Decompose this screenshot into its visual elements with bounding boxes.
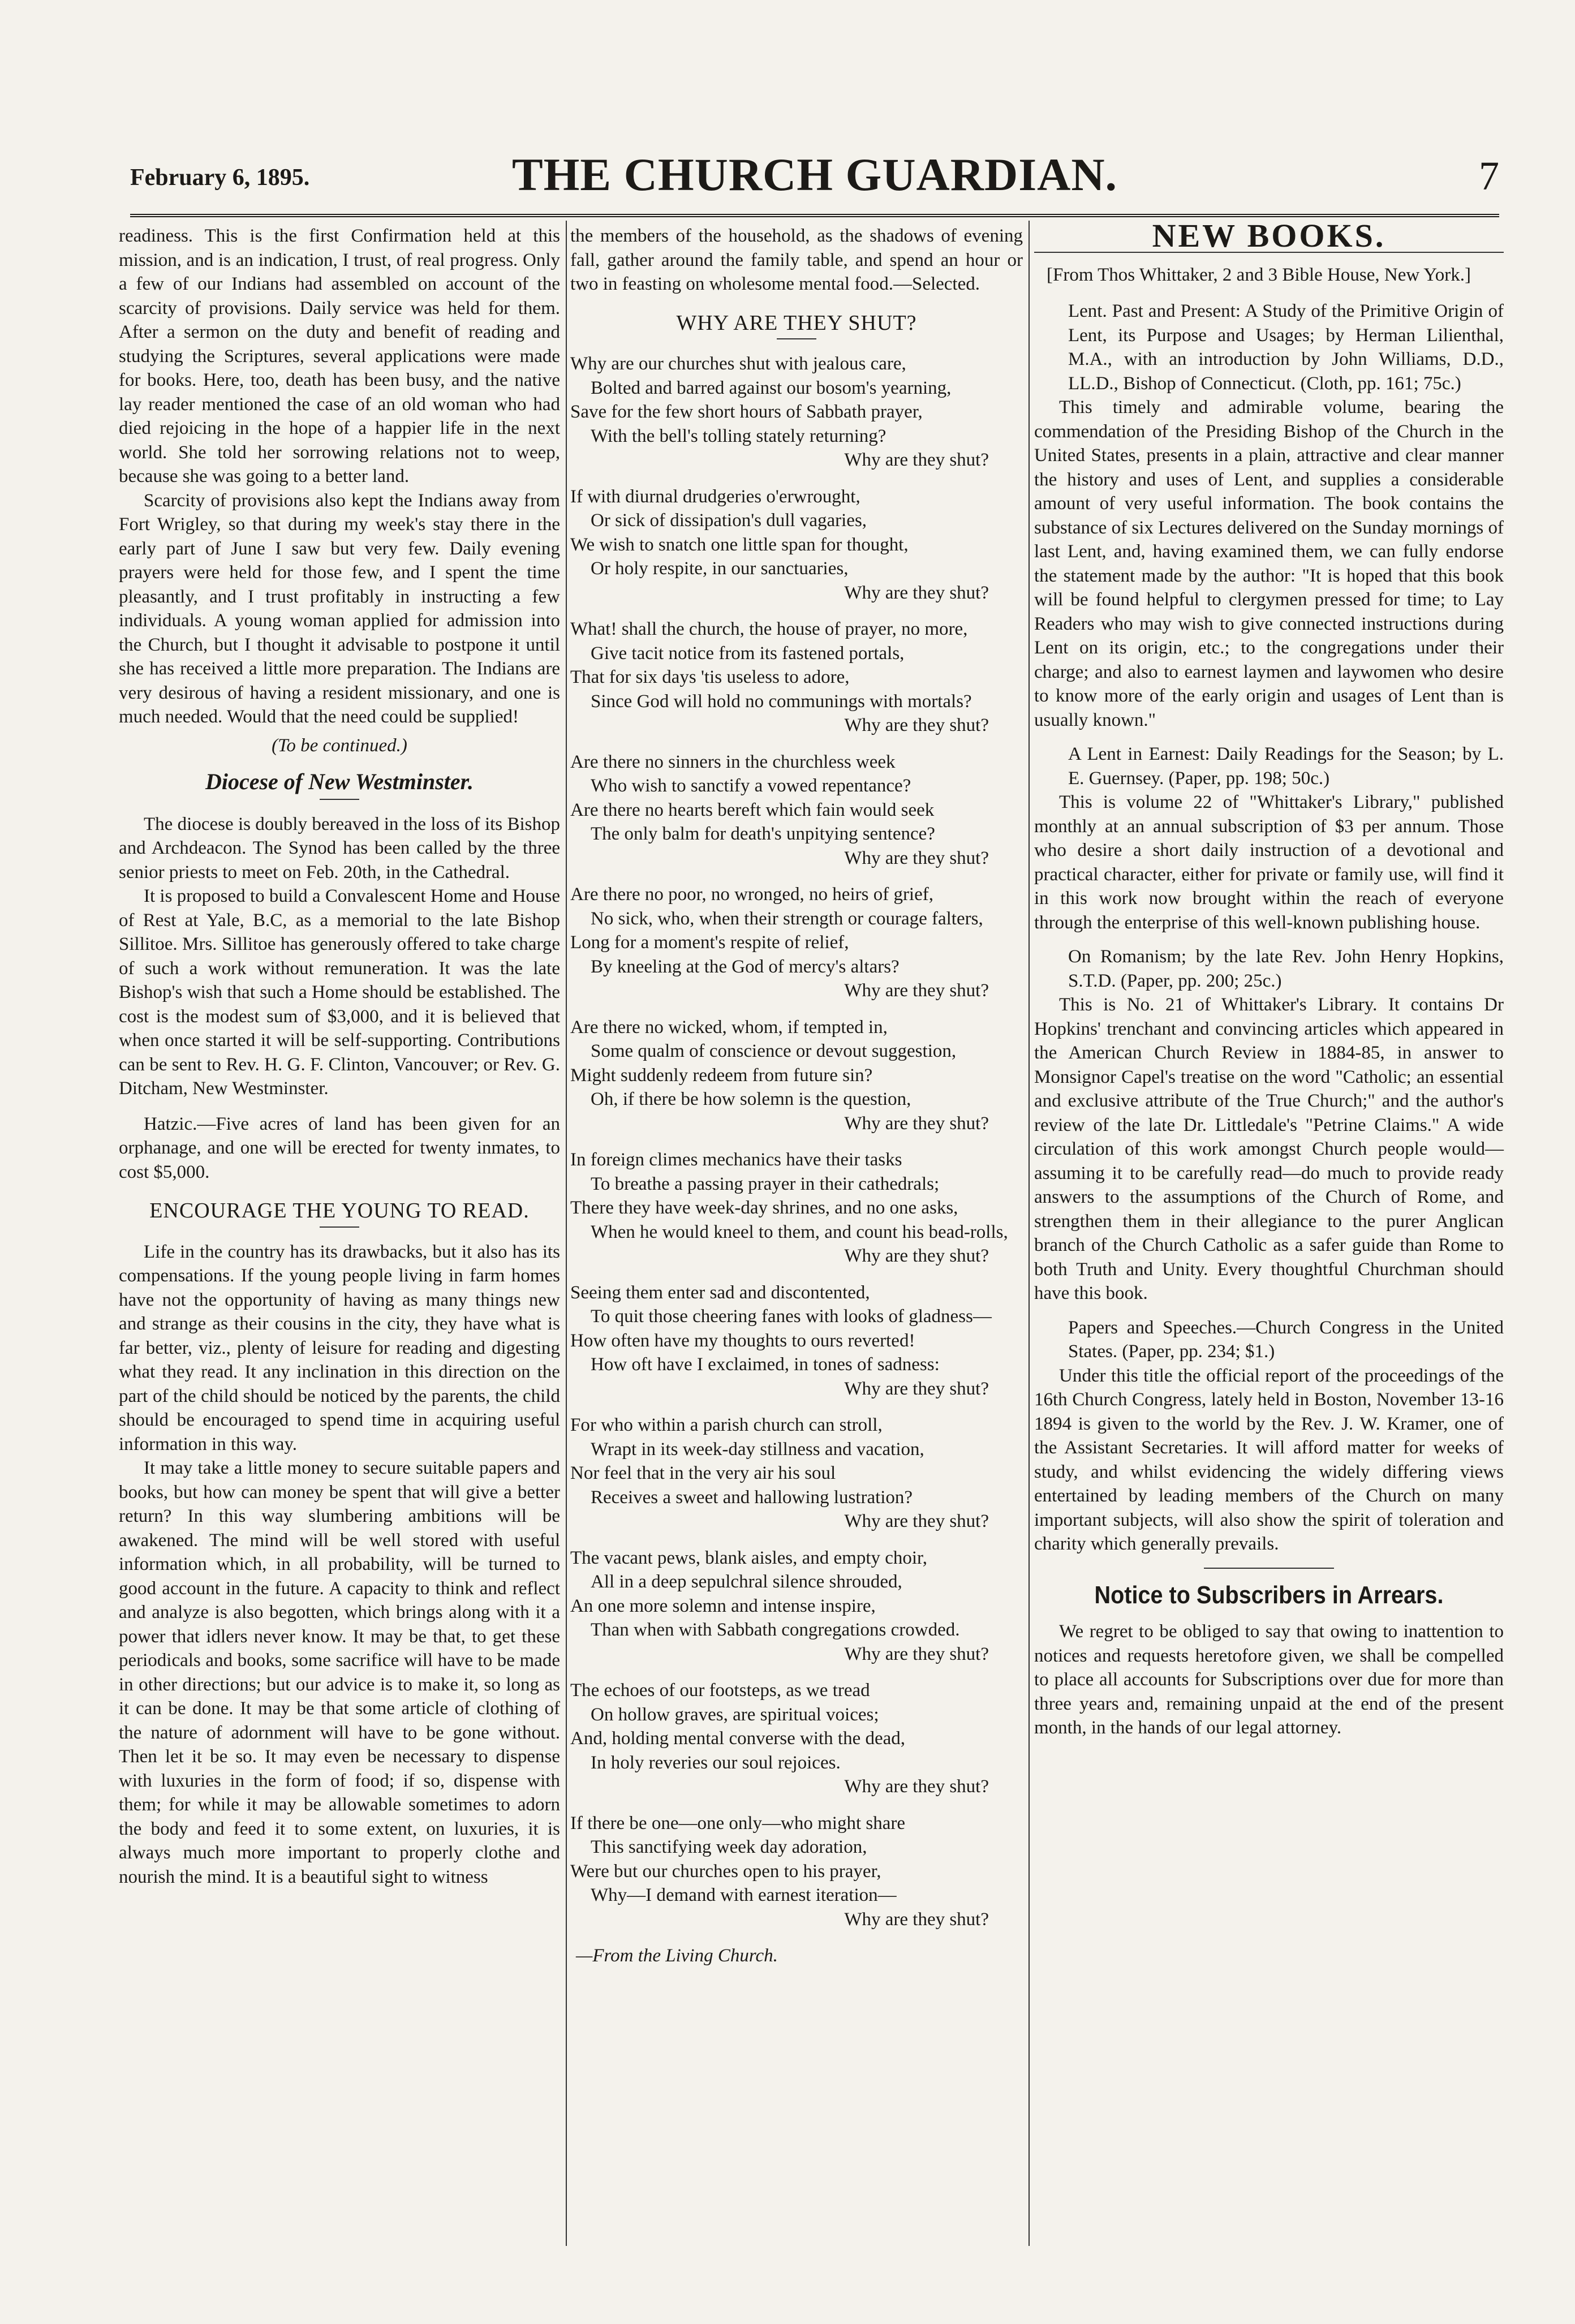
section-heading-diocese: Diocese of New Westminster. — [205, 769, 474, 794]
book-citation: On Romanism; by the late Rev. John Henry Hopkins, S.T.D. (Paper, pp. 200; 25c.) — [1068, 946, 1504, 991]
poem-line: The echoes of our footsteps, as we tread — [570, 1680, 870, 1701]
divider — [320, 1226, 359, 1228]
poem-stanza — [570, 1811, 1023, 1932]
poem-refrain: Why are they shut? — [844, 582, 989, 603]
poem-line: The only balm for death's unpitying sentence? — [591, 824, 935, 844]
divider — [777, 338, 816, 339]
poem-stanza — [570, 485, 1023, 605]
poem-line: Oh, if there be how solemn is the question, — [591, 1089, 911, 1109]
poem-line: The vacant pews, blank aisles, and empty choir, — [570, 1547, 927, 1568]
poem-line: By kneeling at the God of mercy's altars? — [591, 956, 900, 977]
book-entry — [1034, 299, 1504, 732]
poem-line: Since God will hold no communings with mortals? — [591, 691, 972, 712]
poem-refrain: Why are they shut? — [844, 450, 989, 470]
poem-refrain: Why are they shut? — [844, 980, 989, 1001]
article-paragraph: Hatzic.—Five acres of land has been given for an orphanage, and one will be erected for twenty inmates, to cost $5,000. — [119, 1113, 560, 1182]
poem-refrain: Why are they shut? — [844, 1643, 989, 1664]
poem-line: On hollow graves, are spiritual voices; — [591, 1704, 879, 1725]
book-review: This timely and admirable volume, bearing the commendation of the Presiding Bishop of the Church in the United States, presents in a plain, attractive and clear manner the history and uses of Lent, and supplies a considerable amount of very useful information. The book contains the substance of six Lectures delivered on the Sunday mornings of last Lent, and, having examined them, we can fully endorse the statement made by the author: "It is hoped that this book will be found helpful to clergymen pressed for time; to Lay Readers who may wish to give connected instructions during Lent on its origin, etc.; to the congregations under their charge; and also to earnest laymen and laywomen who desire to know more of the early origin and usages of Lent than is usually known." — [1034, 397, 1504, 730]
book-review: Under this title the official report of the proceedings of the 16th Church Congress, lately held in Boston, November 13-16 1894 is given to the world by the Rev. J. W. Kramer, one of the Assistant Secretaries. It will afford matter for weeks of study, and whilst evidencing the widely differing views entertained by leading members of the Church on many important subjects, will also show the spirit of toleration and charity which generally prevails. — [1034, 1365, 1504, 1554]
book-entry — [1034, 742, 1504, 935]
poem-stanza — [570, 1015, 1023, 1136]
poem-line: For who within a parish church can stroll, — [570, 1415, 883, 1435]
book-entry — [1034, 945, 1504, 1306]
poem-line: How oft have I exclaimed, in tones of sadness: — [591, 1354, 940, 1375]
poem-line: That for six days 'tis useless to adore, — [570, 667, 850, 687]
book-citation: Papers and Speeches.—Church Congress in the United States. (Paper, pp. 234; $1.) — [1068, 1317, 1504, 1362]
poem-line: How often have my thoughts to ours reverted! — [570, 1330, 915, 1351]
poem-line: In holy reveries our soul rejoices. — [591, 1752, 841, 1773]
poem-stanza — [570, 1281, 1023, 1401]
poem-line: All in a deep sepulchral silence shrouded, — [591, 1572, 902, 1592]
poem-line: Some qualm of conscience or devout suggestion, — [591, 1041, 957, 1061]
poem-stanza — [570, 1413, 1023, 1534]
continued-note: (To be continued.) — [272, 735, 407, 756]
poem-stanza — [570, 883, 1023, 1003]
poem-line: Were but our churches open to his prayer, — [570, 1861, 881, 1882]
poem-line: To breathe a passing prayer in their cathedrals; — [591, 1173, 940, 1194]
poem-stanza — [570, 1546, 1023, 1667]
poem-refrain: Why are they shut? — [844, 1511, 989, 1531]
poem-source: —From the Living Church. — [576, 1946, 778, 1966]
section-heading-new-books: NEW BOOKS. — [1152, 217, 1386, 254]
masthead — [130, 148, 1499, 210]
poem-line: Than when with Sabbath congregations crowded. — [591, 1620, 960, 1640]
poem-line: With the bell's tolling stately returning? — [591, 425, 887, 446]
poem-line: To quit those cheering fanes with looks of gladness— — [591, 1306, 992, 1327]
article-paragraph: Scarcity of provisions also kept the Indians away from Fort Wrigley, so that during my week's stay there in the early part of June I saw but very few. Daily evening prayers were held for those few, and I spent the time pleasantly, and I trust profitably in instructing a few individuals. A young woman applied for admission into the Church, but I thought it advisable to postpone it until she has received a little more preparation. The Indians are very desirous of having a resident missionary, and one is much needed. Would that the need could be supplied! — [119, 490, 560, 727]
poem-line: Or sick of dissipation's dull vagaries, — [591, 510, 867, 531]
poem-line: And, holding mental converse with the dead, — [570, 1728, 906, 1749]
column-3 — [1034, 217, 1504, 1740]
poem-line: This sanctifying week day adoration, — [591, 1837, 867, 1857]
page-number: 7 — [1479, 153, 1499, 199]
poem-line: What! shall the church, the house of prayer, no more, — [570, 619, 968, 639]
publisher-note: [From Thos Whittaker, 2 and 3 Bible House, New York.] — [1047, 264, 1471, 285]
poem-line: Or holy respite, in our sanctuaries, — [591, 558, 849, 579]
column-1 — [119, 224, 560, 1889]
poem-stanza — [570, 750, 1023, 871]
poem-line: If with diurnal drudgeries o'erwrought, — [570, 486, 860, 507]
issue-date: February 6, 1895. — [130, 165, 310, 191]
article-paragraph: the members of the household, as the shadows of evening fall, gather around the family table, and spend an hour or two in feasting on wholesome mental food.—Selected. — [570, 226, 1023, 294]
section-heading-encourage: ENCOURAGE THE YOUNG TO READ. — [149, 1199, 530, 1223]
poem-line: Seeing them enter sad and discontented, — [570, 1282, 870, 1303]
poem-line: Nor feel that in the very air his soul — [570, 1463, 836, 1483]
poem-refrain: Why are they shut? — [844, 1113, 989, 1134]
column-divider — [1029, 221, 1030, 2246]
poem-line: Receives a sweet and hallowing lustration? — [591, 1487, 913, 1508]
poem-line: Why are our churches shut with jealous care, — [570, 354, 906, 374]
article-paragraph: readiness. This is the first Confirmation held at this mission, and is an indication, I trust, of real progress. Only a few of our Indians had assembled on account of the scarcity of provisions. Daily service was held for them. After a sermon on the duty and benefit of reading and studying the Scriptures, several applications were made for books. Here, too, death has been busy, and the native lay reader mentioned the case of an old woman who had died rejoicing in the hope of a happier life in the next world. She told her sorrowing relations not to weep, because she was going to a better land. — [119, 226, 560, 487]
poem-refrain: Why are they shut? — [844, 1776, 989, 1797]
column-2 — [570, 224, 1023, 1968]
poem-refrain: Why are they shut? — [844, 847, 989, 868]
poem-line: Bolted and barred against our bosom's yearning, — [591, 377, 952, 398]
poem-refrain: Why are they shut? — [844, 1246, 989, 1266]
poem-line: Are there no wicked, whom, if tempted in, — [570, 1017, 888, 1038]
poem-line: If there be one—one only—who might share — [570, 1813, 906, 1834]
poem-line: Who wish to sanctify a vowed repentance? — [591, 776, 911, 796]
column-divider — [566, 221, 567, 2246]
poem-line: Long for a moment's respite of relief, — [570, 932, 849, 953]
poem-stanza — [570, 617, 1023, 738]
poem-line: Why—I demand with earnest iteration— — [591, 1885, 897, 1905]
divider — [1204, 1568, 1334, 1569]
poem-line: No sick, who, when their strength or courage falters, — [591, 908, 983, 929]
poem-line: Wrapt in its week-day stillness and vacation, — [591, 1439, 924, 1460]
poem-line: Give tacit notice from its fastened portals, — [591, 643, 905, 664]
poem-refrain: Why are they shut? — [844, 715, 989, 735]
poem-stanza — [570, 352, 1023, 472]
book-entry — [1034, 1316, 1504, 1556]
divider — [320, 799, 359, 800]
poem-line: Are there no sinners in the churchless week — [570, 751, 896, 772]
poem-title: WHY ARE THEY SHUT? — [676, 311, 917, 335]
newspaper-title: THE CHURCH GUARDIAN. — [511, 149, 1118, 200]
poem-refrain: Why are they shut? — [844, 1378, 989, 1399]
poem-stanza — [570, 1148, 1023, 1268]
notice-heading: Notice to Subscribers in Arrears. — [1094, 1581, 1444, 1609]
poem-refrain: Why are they shut? — [844, 1909, 989, 1930]
poem-line: There they have week-day shrines, and no one asks, — [570, 1198, 958, 1218]
book-review: This is No. 21 of Whittaker's Library. It contains Dr Hopkins' trenchant and convincing articles which appeared in the American Church Review in 1884-85, in answer to Monsignor Capel's treatise on the word "Catholic; an essential and exclusive attribute of the True Church;" and the author's review of the late Dr. Littledale's "Petrine Claims." A wide circulation of this work amongst Church people would—assuming it to be carefully read—do much to provide ready answers to the assumptions of the Church of Rome, and strengthen them in their allegiance to the purer Anglican branch of the Church Catholic as a safer guide than Rome to both Truth and Unity. Every thoughtful Churchman should have this book. — [1034, 995, 1504, 1303]
article-paragraph: The diocese is doubly bereaved in the loss of its Bishop and Archdeacon. The Synod has been called by the three senior priests to meet on Feb. 20th, in the Cathedral. — [119, 814, 560, 883]
book-citation: A Lent in Earnest: Daily Readings for the Season; by L. E. Guernsey. (Paper, pp. 198; 50c.) — [1068, 744, 1504, 789]
poem-line: Save for the few short hours of Sabbath prayer, — [570, 402, 923, 422]
poem-line: We wish to snatch one little span for thought, — [570, 534, 909, 555]
book-review: This is volume 22 of "Whittaker's Library," published monthly at an annual subscription of $3 per annum. Those who desire a short daily instruction of a devotional and practical character, either for private or family use, will find it in this work now brought within the reach of everyone through the enterprise of this well-known publishing house. — [1034, 792, 1504, 933]
poem-stanza — [570, 1679, 1023, 1799]
article-paragraph: It is proposed to build a Convalescent Home and House of Rest at Yale, B.C, as a memorial to the late Bishop Sillitoe. Mrs. Sillitoe has generously offered to take charge of such a work without remuneration. It was the late Bishop's wish that such a Home should be established. The cost is the modest sum of $3,000, and it is believed that when once started it will be self-supporting. Contributions can be sent to Rev. H. G. F. Clinton, Vancouver; or Rev. G. Ditcham, New Westminster. — [119, 886, 560, 1099]
poem-line: Are there no poor, no wronged, no heirs of grief, — [570, 884, 933, 905]
poem-line: Are there no hearts bereft which fain would seek — [570, 799, 935, 820]
poem-line: In foreign climes mechanics have their tasks — [570, 1150, 902, 1170]
article-paragraph: Life in the country has its drawbacks, but it also has its compensations. If the young people living in farm homes have not the opportunity of having as many things new and strange as their cousins in the city, they have what is far better, viz., plenty of leisure for reading and digesting what they read. It any inclination in this direction on the part of the child should be noticed by the parents, the child should be encouraged to spend time in acquiring useful information in this way. — [119, 1241, 560, 1454]
poem-line: Might suddenly redeem from future sin? — [570, 1065, 873, 1086]
notice-body: We regret to be obliged to say that owing to inattention to notices and requests heretofore given, we shall be compelled to place all accounts for Subscriptions over due for more than three years and, remaining unpaid at the end of the present month, in the hands of our legal attorney. — [1034, 1621, 1504, 1738]
poem-line: When he would kneel to them, and count his bead-rolls, — [591, 1221, 1008, 1242]
article-paragraph: It may take a little money to secure suitable papers and books, but how can money be spent that will give a better return? In this way slumbering ambitions will be awakened. The mind will be well stored with useful information which, in all probability, will be turned to good account in the future. A capacity to think and reflect and analyze is also begotten, which brings along with it a power that idlers never know. It may be that, to get these periodicals and books, some sacrifice will have to be made in other directions; but our advice is to make it, so long as it can be done. It may be that some article of clothing of the nature of adornment will have to be gone without. Then let it be so. It may even be necessary to dispense with luxuries in the form of food; if so, dispense with them; for while it may be allowable sometimes to adorn the body and feed it to some extent, on luxuries, it is always much more important to properly clothe and nourish the mind. It is a beautiful sight to witness — [119, 1458, 560, 1887]
book-citation: Lent. Past and Present: A Study of the Primitive Origin of Lent, its Purpose and Usages; by Herman Lilienthal, M.A., with an introduction by John Williams, D.D., LL.D., Bishop of Connecticut. (Cloth, pp. 161; 75c.) — [1068, 301, 1504, 394]
poem-line: An one more solemn and intense inspire, — [570, 1595, 876, 1616]
